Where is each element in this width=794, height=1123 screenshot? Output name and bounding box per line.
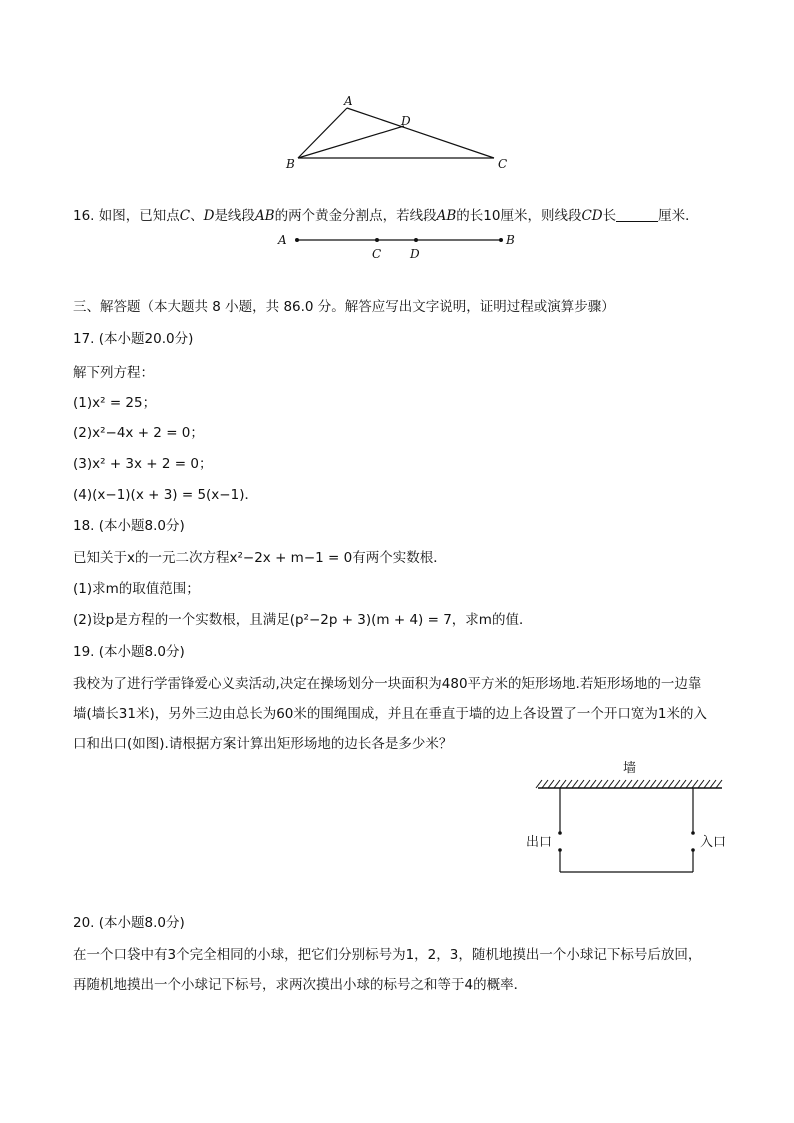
q19-line-3: 口和出口(如图).请根据方案计算出矩形场地的边长各是多少米？ bbox=[73, 736, 453, 752]
hatch-stroke bbox=[674, 780, 680, 788]
hatch-stroke bbox=[710, 780, 716, 788]
q20-line-2: 再随机地摸出一个小球记下标号，求两次摸出小球的标号之和等于4的概率． bbox=[73, 977, 528, 993]
q16-text-4: 的长10厘米，则线段 bbox=[456, 208, 582, 224]
hatch-stroke bbox=[566, 780, 572, 788]
hatch-stroke bbox=[704, 780, 710, 788]
segment-ac bbox=[347, 108, 494, 158]
hatch-stroke bbox=[620, 780, 626, 788]
label-a: A bbox=[278, 233, 287, 247]
q17-intro: 解下列方程： bbox=[73, 365, 154, 381]
q17-equation-2: (2)x²−4x + 2 = 0； bbox=[73, 425, 204, 441]
entrance-post-top bbox=[691, 831, 695, 835]
q16-segment-ab-1: AB bbox=[254, 208, 275, 224]
q16-segment-ab-2: AB bbox=[436, 208, 457, 224]
hatch-stroke bbox=[584, 780, 590, 788]
hatch-stroke bbox=[668, 780, 674, 788]
q16-answer-blank[interactable] bbox=[616, 207, 658, 222]
q19-header: 19. (本小题8.0分) bbox=[73, 644, 185, 660]
point-a bbox=[295, 238, 299, 242]
label-c: C bbox=[498, 157, 508, 171]
hatch-stroke bbox=[590, 780, 596, 788]
hatch-stroke bbox=[554, 780, 560, 788]
wall-hatching bbox=[536, 780, 722, 788]
point-c bbox=[375, 238, 379, 242]
q18-header: 18. (本小题8.0分) bbox=[73, 518, 185, 534]
q16-text-2: 是线段 bbox=[214, 208, 255, 224]
hatch-stroke bbox=[716, 780, 722, 788]
q16-text-6: 厘米． bbox=[658, 208, 699, 224]
hatch-stroke bbox=[662, 780, 668, 788]
label-a: A bbox=[344, 94, 353, 108]
q16-segment-cd: CD bbox=[581, 208, 603, 224]
label-d: D bbox=[410, 247, 420, 261]
hatch-stroke bbox=[614, 780, 620, 788]
q17-equation-1: (1)x² = 25； bbox=[73, 395, 157, 411]
hatch-stroke bbox=[644, 780, 650, 788]
q18-stem: 已知关于x的一元二次方程x²−2x + m−1 = 0有两个实数根． bbox=[73, 550, 447, 566]
hatch-stroke bbox=[632, 780, 638, 788]
q19-line-1: 我校为了进行学雷锋爱心义卖活动,决定在操场划分一块面积为480平方米的矩形场地.若矩形场地的一边靠 bbox=[73, 676, 702, 692]
point-d bbox=[414, 238, 418, 242]
q17-equation-3: (3)x² + 3x + 2 = 0； bbox=[73, 456, 213, 472]
hatch-stroke bbox=[548, 780, 554, 788]
hatch-stroke bbox=[656, 780, 662, 788]
hatch-stroke bbox=[542, 780, 548, 788]
hatch-stroke bbox=[602, 780, 608, 788]
hatch-stroke bbox=[692, 780, 698, 788]
field-diagram bbox=[522, 756, 742, 880]
label-c: C bbox=[372, 247, 382, 261]
q16-stem bbox=[73, 207, 699, 225]
hatch-stroke bbox=[638, 780, 644, 788]
hatch-stroke bbox=[680, 780, 686, 788]
point-b bbox=[499, 238, 503, 242]
q16-text-5: 长 bbox=[602, 208, 617, 224]
hatch-stroke bbox=[596, 780, 602, 788]
q16-point-d: D bbox=[203, 208, 215, 224]
triangle-figure bbox=[280, 92, 520, 174]
q16-point-c: C bbox=[179, 208, 191, 224]
wall-label: 墙 bbox=[623, 761, 637, 776]
hatch-stroke bbox=[686, 780, 692, 788]
exit-post-top bbox=[558, 831, 562, 835]
q16-text-1: 16. 如图，已知点 bbox=[73, 208, 180, 224]
hatch-stroke bbox=[560, 780, 566, 788]
hatch-stroke bbox=[578, 780, 584, 788]
q19-line-2: 墙(墙长31米)，另外三边由总长为60米的围绳围成，并且在垂直于墙的边上各设置了一个开口宽为1米的入 bbox=[73, 706, 707, 722]
hatch-stroke bbox=[536, 780, 542, 788]
q16-sep: 、 bbox=[190, 208, 204, 224]
section-3-heading: 三、解答题（本大题共 8 小题，共 86.0 分。解答应写出文字说明，证明过程或演算步骤） bbox=[73, 299, 615, 315]
hatch-stroke bbox=[608, 780, 614, 788]
q20-header: 20. (本小题8.0分) bbox=[73, 915, 185, 931]
label-b: B bbox=[506, 233, 515, 247]
q18-sub-1: (1)求m的取值范围； bbox=[73, 581, 200, 597]
hatch-stroke bbox=[572, 780, 578, 788]
label-d: D bbox=[401, 114, 411, 128]
exit-post-bottom bbox=[558, 848, 562, 852]
entrance-label: 入口 bbox=[700, 835, 727, 850]
q17-equation-4: (4)(x−1)(x + 3) = 5(x−1)． bbox=[73, 487, 258, 503]
hatch-stroke bbox=[626, 780, 632, 788]
label-b: B bbox=[286, 157, 295, 171]
q16-text-3: 的两个黄金分割点，若线段 bbox=[274, 208, 437, 224]
entrance-post-bottom bbox=[691, 848, 695, 852]
q20-line-1: 在一个口袋中有3个完全相同的小球，把它们分别标号为1，2，3，随机地摸出一个小球记下标号后放回， bbox=[73, 947, 702, 963]
q18-sub-2: (2)设p是方程的一个实数根，且满足(p²−2p + 3)(m + 4) = 7，求m的值． bbox=[73, 612, 533, 628]
exit-label: 出口 bbox=[526, 835, 553, 850]
segment-figure bbox=[272, 230, 522, 262]
hatch-stroke bbox=[650, 780, 656, 788]
q17-header: 17. (本小题20.0分) bbox=[73, 331, 194, 347]
hatch-stroke bbox=[698, 780, 704, 788]
